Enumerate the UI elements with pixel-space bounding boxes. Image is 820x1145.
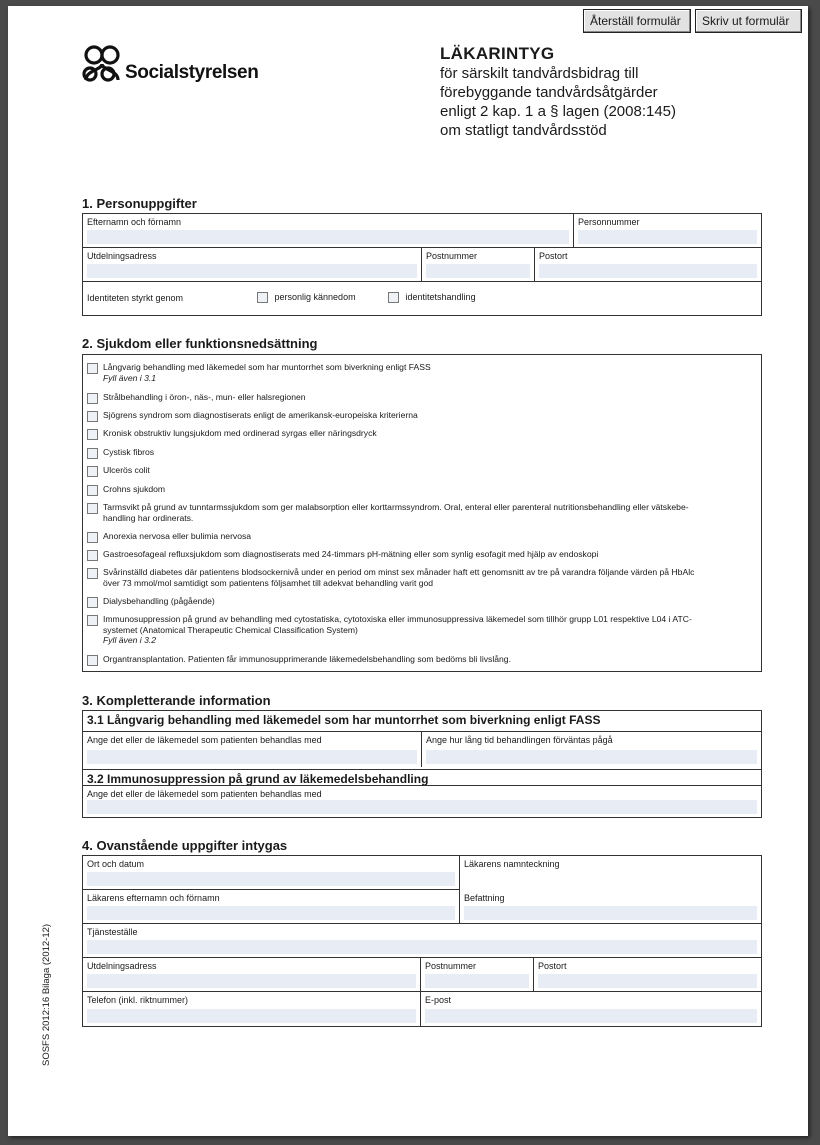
condition-text: Långvarig behandling med läkemedel som har muntorrhet som biverkning enligt FASS Fyll även i 3.1 (103, 362, 431, 383)
phone-label: Telefon (inkl. riktnummer) (87, 995, 189, 1005)
condition-text: Svårinställd diabetes där patientens blodsockernivå under en period om minst sex månader haft ett genomsnitt av tre på varandra följande värden på HbAlc över 73 mmol/mol samtidigt som patientens följsamhet till adekvat behandling varit god (103, 567, 695, 588)
reset-form-button[interactable]: Återställ formulär (583, 9, 691, 33)
condition-item (87, 654, 747, 666)
phone-cell (83, 992, 421, 1026)
doctor-postort-label: Postort (538, 961, 567, 971)
postort-label: Postort (539, 251, 568, 261)
workplace-label: Tjänsteställe (87, 927, 138, 937)
header-line: för särskilt tandvårdsbidrag till (440, 65, 639, 82)
immuno-medication-cell (83, 785, 761, 817)
doctor-name-label: Läkarens efternamn och förnamn (87, 893, 220, 903)
signature-label: Läkarens namnteckning (464, 859, 560, 869)
personnummer-cell (574, 214, 761, 248)
personnummer-input[interactable] (578, 230, 757, 244)
condition-checkbox[interactable] (87, 532, 98, 543)
document-reference: SOSFS 2012:16 Bilaga (2012-12) (41, 923, 52, 1066)
identitetshandling-checkbox[interactable] (388, 292, 399, 303)
condition-item (87, 549, 747, 561)
medication-label: Ange det eller de läkemedel som patienten behandlas med (87, 735, 322, 745)
section-2-box (82, 354, 762, 672)
condition-checkbox[interactable] (87, 503, 98, 514)
position-label: Befattning (464, 893, 505, 903)
email-label: E-post (425, 995, 452, 1005)
medication-3-1-input[interactable] (87, 750, 417, 764)
identity-row (83, 282, 761, 315)
patient-address-input[interactable] (87, 264, 417, 278)
medication-3-2-input[interactable] (87, 800, 757, 814)
identity-option (388, 292, 476, 303)
duration-input[interactable] (426, 750, 757, 764)
condition-text: Anorexia nervosa eller bulimia nervosa (103, 531, 252, 541)
condition-item (87, 428, 747, 440)
patient-postort-input[interactable] (539, 264, 757, 278)
name-label: Efternamn och förnamn (87, 217, 182, 227)
form-page (8, 6, 808, 1136)
condition-item (87, 410, 747, 422)
name-cell (83, 214, 574, 248)
position-input[interactable] (464, 906, 757, 920)
doctor-address-label: Utdelningsadress (87, 961, 157, 971)
condition-checkbox[interactable] (87, 363, 98, 374)
email-cell (421, 992, 761, 1026)
address-cell (83, 248, 422, 282)
condition-text: Crohns sjukdom (103, 484, 166, 494)
duration-label: Ange hur lång tid behandlingen förväntas pågå (426, 735, 613, 745)
identity-option (257, 292, 356, 303)
condition-checkbox[interactable] (87, 393, 98, 404)
doctor-postnummer-cell (421, 958, 534, 992)
logo-wordmark: Socialstyrelsen (125, 62, 259, 83)
condition-item (87, 392, 747, 404)
condition-item (87, 567, 747, 588)
condition-text: Kronisk obstruktiv lungsjukdom med ordinerad syrgas eller näringsdryck (103, 428, 377, 438)
workplace-cell (83, 924, 761, 958)
postnummer-label: Postnummer (426, 251, 478, 261)
condition-checkbox[interactable] (87, 448, 98, 459)
phone-input[interactable] (87, 1009, 416, 1023)
condition-note: Fyll även i 3.1 (103, 372, 157, 383)
workplace-input[interactable] (87, 940, 757, 954)
condition-text: Sjögrens syndrom som diagnostiserats enligt de amerikansk-europeiska kriterierna (103, 410, 418, 420)
condition-note: Fyll även i 3.2 (103, 635, 157, 645)
condition-checkbox[interactable] (87, 466, 98, 477)
condition-checkbox[interactable] (87, 597, 98, 608)
condition-text: Tarmsvikt på grund av tunntarmssjukdom som ger malabsorption eller korttarmssyndrom. Oral, enteral eller parenteral nutritionsbehandling eller vätskebe- handling har ordinerats. (103, 502, 689, 523)
section-3-2-title: 3.2 Immunosuppression på grund av läkemedelsbehandling (83, 769, 761, 786)
print-form-button[interactable]: Skriv ut formulär (695, 9, 802, 33)
condition-checkbox[interactable] (87, 485, 98, 496)
postnummer-cell (422, 248, 535, 282)
condition-item (87, 531, 747, 543)
doctor-name-cell (83, 890, 460, 924)
doctor-address-input[interactable] (87, 974, 416, 988)
socialstyrelsen-logo-icon (80, 44, 126, 89)
section-4-title: 4. Ovanstående uppgifter intygas (82, 838, 288, 853)
ort-datum-input[interactable] (87, 872, 455, 886)
immuno-medication-label: Ange det eller de läkemedel som patienten behandlas med (87, 789, 322, 799)
identity-label: Identiteten styrkt genom (87, 293, 184, 303)
option-label: identitetshandling (405, 292, 476, 302)
condition-text: Organtransplantation. Patienten får immunosupprimerande läkemedelsbehandling som bedöms bli livslång. (103, 654, 511, 664)
section-3-1-title: 3.1 Långvarig behandling med läkemedel som har muntorrhet som biverkning enligt FASS (87, 713, 601, 727)
condition-item (87, 484, 747, 496)
doctor-postnummer-label: Postnummer (425, 961, 477, 971)
position-cell (460, 890, 761, 924)
section-1-title: 1. Personuppgifter (82, 196, 197, 211)
condition-text: Immunosuppression på grund av behandling med cytostatiska, cytotoxiska eller immunosuppressiva läkemedel som tillhör grupp L01 respektive L04 i ATC- systemet (Anatomical Therapeutic Chemical Classification System) Fyll även i 3.2 (103, 614, 692, 645)
doctor-name-input[interactable] (87, 906, 455, 920)
header-line: enligt 2 kap. 1 a § lagen (2008:145) (440, 103, 677, 120)
condition-item (87, 465, 747, 477)
medication-cell (83, 731, 422, 767)
form-header (440, 44, 676, 140)
condition-text: Gastroesofageal refluxsjukdom som diagnostiserats med 24-timmars pH-mätning eller som synlig esofagit med hjälp av endoskopi (103, 549, 599, 559)
condition-item (87, 362, 747, 383)
form-title: LÄKARINTYG (440, 44, 555, 63)
condition-text: Cystisk fibros (103, 447, 155, 457)
section-4-box (82, 855, 762, 1027)
personlig-kannedom-checkbox[interactable] (257, 292, 268, 303)
condition-checkbox[interactable] (87, 615, 98, 626)
header-line: förebyggande tandvårdsåtgärder (440, 84, 658, 101)
condition-text: Strålbehandling i öron-, näs-, mun- eller halsregionen (103, 392, 306, 402)
doctor-postort-input[interactable] (538, 974, 757, 988)
header-line: om statligt tandvårdsstöd (440, 122, 607, 139)
email-input[interactable] (425, 1009, 757, 1023)
condition-checkbox[interactable] (87, 411, 98, 422)
section-1-box (82, 213, 762, 316)
condition-checkbox[interactable] (87, 655, 98, 666)
condition-item (87, 447, 747, 459)
postort-cell (535, 248, 761, 282)
section-2-title: 2. Sjukdom eller funktionsnedsättning (82, 336, 318, 351)
condition-item (87, 614, 747, 646)
option-label: personlig kännedom (274, 292, 356, 302)
condition-item (87, 502, 747, 523)
section-3-box (82, 710, 762, 818)
section-3-title: 3. Kompletterande information (82, 693, 271, 708)
personnummer-label: Personnummer (578, 217, 640, 227)
doctor-address-cell (83, 958, 421, 992)
address-label: Utdelningsadress (87, 251, 157, 261)
condition-text: Ulcerös colit (103, 465, 150, 475)
condition-text: Dialysbehandling (pågående) (103, 596, 215, 606)
doctor-postort-cell (534, 958, 761, 992)
condition-checkbox[interactable] (87, 550, 98, 561)
condition-checkbox[interactable] (87, 568, 98, 579)
duration-cell (422, 731, 761, 767)
patient-postnummer-input[interactable] (426, 264, 530, 278)
patient-name-input[interactable] (87, 230, 569, 244)
doctor-postnummer-input[interactable] (425, 974, 529, 988)
condition-item (87, 596, 747, 608)
condition-checkbox[interactable] (87, 429, 98, 440)
ort-datum-label: Ort och datum (87, 859, 145, 869)
ort-datum-cell (83, 856, 460, 890)
